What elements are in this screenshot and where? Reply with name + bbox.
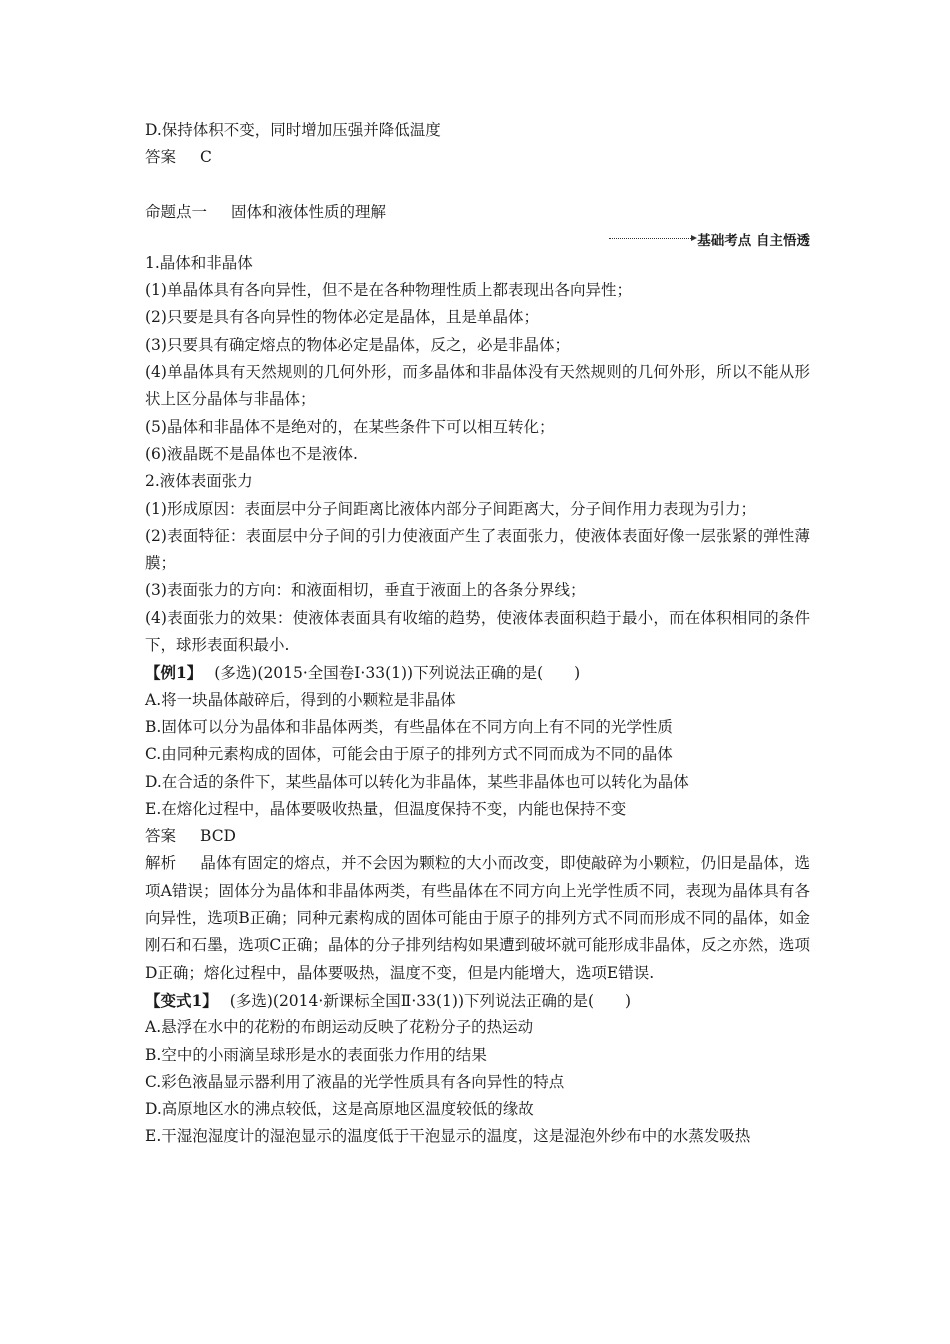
- dotted-arrow-icon: [609, 238, 691, 239]
- spacer: [145, 172, 810, 199]
- section2-heading: 2.液体表面张力: [145, 472, 253, 491]
- variant1-option: C.彩色液晶显示器利用了液晶的光学性质具有各向异性的特点: [145, 1072, 565, 1091]
- variant1-option: D.高原地区水的沸点较低，这是高原地区温度较低的缘故: [145, 1100, 534, 1119]
- example1-option: C.由同种元素构成的固体，可能会由于原子的排列方式不同而成为不同的晶体: [145, 745, 673, 764]
- section2-item: (1)形成原因：表面层中分子间距离比液体内部分子间距离大，分子间作用力表现为引力；: [145, 499, 756, 518]
- variant1-question: (多选)(2014·新课标全国Ⅱ·33(1))下列说法正确的是( ): [229, 991, 632, 1010]
- section2-item: (4)表面张力的效果：使液体表面具有收缩的趋势，使液体表面积趋于最小，而在体积相同的条件下，球形表面积最小.: [145, 608, 810, 655]
- section2-item: (3)表面张力的方向：和液面相切，垂直于液面上的各条分界线；: [145, 581, 586, 600]
- example1-tag: 【例1】: [145, 663, 203, 683]
- topic-label: 命题点一: [145, 202, 208, 221]
- answer-value: C: [200, 148, 212, 167]
- banner-text: 基础考点 自主悟透: [697, 232, 810, 249]
- topic-banner: [145, 228, 810, 250]
- answer-value: BCD: [200, 827, 236, 846]
- example1-option: E.在熔化过程中，晶体要吸收热量，但温度保持不变，内能也保持不变: [145, 799, 627, 818]
- section1-item: (3)只要具有确定熔点的物体必定是晶体，反之，必是非晶体；: [145, 335, 570, 354]
- variant1-option: B.空中的小雨滴呈球形是水的表面张力作用的结果: [145, 1045, 487, 1064]
- section2-item: (2)表面特征：表面层中分子间的引力使液面产生了表面张力，使液体表面好像一层张紧的弹性薄膜；: [145, 526, 810, 573]
- section1-heading: 1.晶体和非晶体: [145, 253, 253, 272]
- variant1-stem: [145, 987, 810, 1014]
- example1-analysis: [145, 850, 810, 986]
- variant1-option: E.干湿泡湿度计的湿泡显示的温度低于干泡显示的温度，这是湿泡外纱布中的水蒸发吸热: [145, 1127, 751, 1146]
- analysis-label: 解析: [145, 854, 177, 873]
- section1-item: (4)单晶体具有天然规则的几何外形，而多晶体和非晶体没有天然规则的几何外形，所以不能从形状上区分晶体与非晶体；: [145, 363, 810, 409]
- variant1-option: A.悬浮在水中的花粉的布朗运动反映了花粉分子的热运动: [145, 1018, 534, 1037]
- example1-option: A.将一块晶体敲碎后，得到的小颗粒是非晶体: [145, 690, 456, 709]
- answer-label: 答案: [145, 148, 177, 167]
- example1-option: B.固体可以分为晶体和非晶体两类，有些晶体在不同方向上有不同的光学性质: [145, 717, 673, 736]
- example1-answer: [145, 823, 810, 850]
- section1-item: (2)只要是具有各向异性的物体必定是晶体，且是单晶体；: [145, 308, 539, 327]
- topic-heading: [145, 199, 810, 226]
- section1-item: (1)单晶体具有各向异性，但不是在各种物理性质上都表现出各向异性；: [145, 281, 632, 300]
- section1-item: (6)液晶既不是晶体也不是液体.: [145, 444, 358, 463]
- answer-label: 答案: [145, 827, 177, 846]
- document-page: [145, 117, 810, 1151]
- section1-item: (5)晶体和非晶体不是绝对的，在某些条件下可以相互转化；: [145, 417, 555, 436]
- variant1-tag: 【变式1】: [145, 990, 218, 1010]
- prev-option-d: D.保持体积不变，同时增加压强并降低温度: [145, 121, 441, 139]
- example1-question: (多选)(2015·全国卷Ⅰ·33(1))下列说法正确的是( ): [214, 664, 581, 683]
- example1-option: D.在合适的条件下，某些晶体可以转化为非晶体，某些非晶体也可以转化为晶体: [145, 772, 689, 791]
- prev-answer: [145, 144, 810, 171]
- topic-title: 固体和液体性质的理解: [231, 202, 387, 221]
- analysis-text: 晶体有固定的熔点，并不会因为颗粒的大小而改变，即使敲碎为小颗粒，仍旧是晶体，选项A错误；固体分为晶体和非晶体两类，有些晶体在不同方向上光学性质不同，表现为晶体具有各向异性，选项B正确；同种元素构成的固体可能由于原子的排列方式不同而形成不同的晶体，如金刚石和石墨，选项C正确；晶体的分子排列结构如果遭到破坏就可能形成非晶体，反之亦然，选项D正确；熔化过程中，晶体要吸热，温度不变，但是内能增大，选项E错误.: [145, 854, 810, 982]
- example1-stem: [145, 659, 810, 686]
